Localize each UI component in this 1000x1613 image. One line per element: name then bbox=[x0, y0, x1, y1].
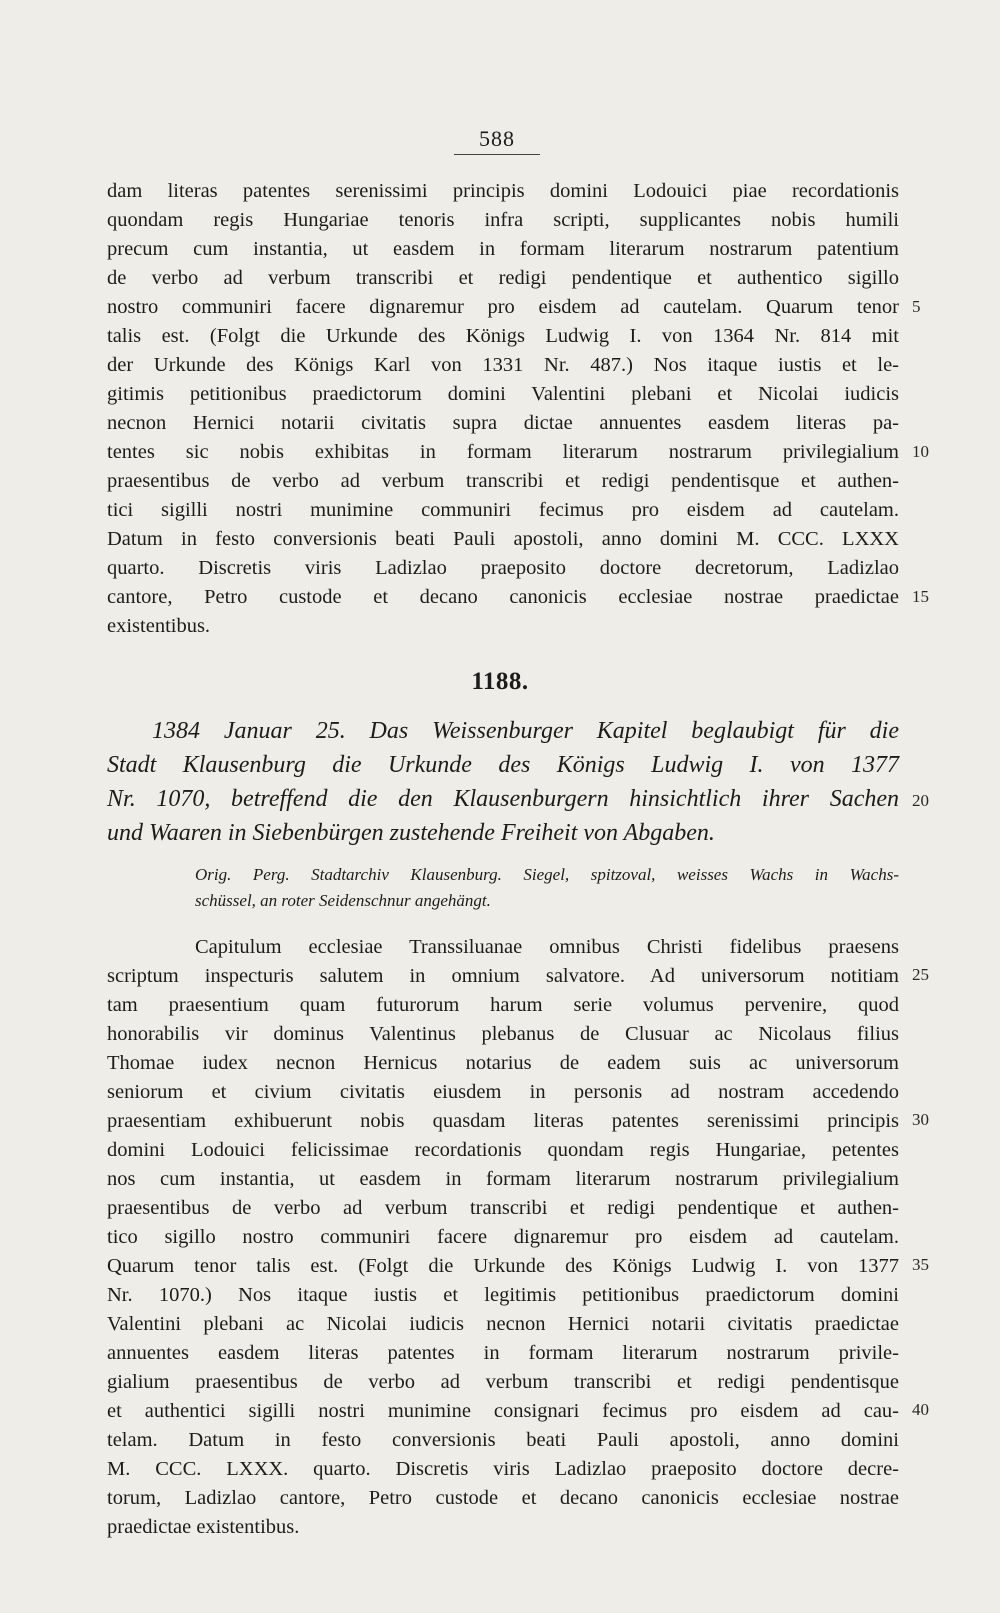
text-line: Quarum tenor talis est. (Folgt die Urkunde des Königs Ludwig I. von 1377 bbox=[107, 1255, 899, 1277]
heading-line: 1384 Januar 25. Das Weissenburger Kapitel beglaubigt für die bbox=[152, 718, 899, 744]
text-line: tico sigillo nostro communiri facere dignaremur pro eisdem ad cautelam. bbox=[107, 1226, 899, 1248]
text-line: et authentici sigilli nostri munimine consignari fecimus pro eisdem ad cau- bbox=[107, 1400, 899, 1422]
line-number: 20 bbox=[912, 791, 929, 810]
heading-line: Stadt Klausenburg die Urkunde des Königs Ludwig I. von 1377 bbox=[107, 752, 899, 778]
text-line: nos cum instantia, ut easdem in formam literarum nostrarum privilegialium bbox=[107, 1168, 899, 1190]
text-line: Thomae iudex necnon Hernicus notarius de eadem suis ac universorum bbox=[107, 1052, 899, 1074]
text-line: Datum in festo conversionis beati Pauli apostoli, anno domini M. CCC. LXXX bbox=[107, 528, 899, 550]
text-line: tentes sic nobis exhibitas in formam literarum nostrarum privilegialium bbox=[107, 441, 899, 463]
text-line: der Urkunde des Königs Karl von 1331 Nr. 487.) Nos itaque iustis et le- bbox=[107, 354, 899, 376]
heading-line: Nr. 1070, betreffend die den Klausenburgern hinsichtlich ihrer Sachen bbox=[107, 786, 899, 812]
text-line: annuentes easdem literas patentes in formam literarum nostrarum privile- bbox=[107, 1342, 899, 1364]
text-line: nostro communiri facere dignaremur pro eisdem ad cautelam. Quarum tenor bbox=[107, 296, 899, 318]
text-line: scriptum inspecturis salutem in omnium salvatore. Ad universorum notitiam bbox=[107, 965, 899, 987]
source-note-line: schüssel, an roter Seidenschnur angehängt. bbox=[195, 891, 491, 910]
text-line: talis est. (Folgt die Urkunde des Königs Ludwig I. von 1364 Nr. 814 mit bbox=[107, 325, 899, 347]
text-line: gitimis petitionibus praedictorum domini Valentini plebani et Nicolai iudicis bbox=[107, 383, 899, 405]
text-line: seniorum et civium civitatis eiusdem in personis ad nostram accedendo bbox=[107, 1081, 899, 1103]
text-line: domini Lodouici felicissimae recordationis quondam regis Hungariae, petentes bbox=[107, 1139, 899, 1161]
text-line: praesentibus de verbo ad verbum transcribi et redigi pendentisque et authen- bbox=[107, 470, 899, 492]
line-number: 35 bbox=[912, 1255, 929, 1274]
text-line: dam literas patentes serenissimi principis domini Lodouici piae recordationis bbox=[107, 180, 899, 202]
source-note-line: Orig. Perg. Stadtarchiv Klausenburg. Siegel, spitzoval, weisses Wachs in Wachs- bbox=[195, 865, 899, 884]
text-line: torum, Ladizlao cantore, Petro custode et decano canonicis ecclesiae nostrae bbox=[107, 1487, 899, 1509]
text-line: telam. Datum in festo conversionis beati Pauli apostoli, anno domini bbox=[107, 1429, 899, 1451]
text-line: Capitulum ecclesiae Transsiluanae omnibus Christi fidelibus praesens bbox=[195, 936, 899, 958]
text-line: praesentibus de verbo ad verbum transcribi et redigi pendentique et authen- bbox=[107, 1197, 899, 1219]
text-line: M. CCC. LXXX. quarto. Discretis viris Ladizlao praeposito doctore decre- bbox=[107, 1458, 899, 1480]
text-line: gialium praesentibus de verbo ad verbum transcribi et redigi pendentisque bbox=[107, 1371, 899, 1393]
text-line: tam praesentium quam futurorum harum serie volumus pervenire, quod bbox=[107, 994, 899, 1016]
heading-line: und Waaren in Siebenbürgen zustehende Freiheit von Abgaben. bbox=[107, 820, 715, 846]
text-line: existentibus. bbox=[107, 615, 211, 637]
text-line: quarto. Discretis viris Ladizlao praeposito doctore decretorum, Ladizlao bbox=[107, 557, 899, 579]
document-number: 1188. bbox=[471, 668, 529, 695]
text-line: honorabilis vir dominus Valentinus plebanus de Clusuar ac Nicolaus filius bbox=[107, 1023, 899, 1045]
text-line: cantore, Petro custode et decano canonicis ecclesiae nostrae praedictae bbox=[107, 586, 899, 608]
text-line: necnon Hernici notarii civitatis supra dictae annuentes easdem literas pa- bbox=[107, 412, 899, 434]
text-line: tici sigilli nostri munimine communiri fecimus pro eisdem ad cautelam. bbox=[107, 499, 899, 521]
line-number: 15 bbox=[912, 587, 929, 606]
line-number: 30 bbox=[912, 1110, 929, 1129]
text-line: praedictae existentibus. bbox=[107, 1516, 300, 1538]
text-line: precum cum instantia, ut easdem in formam literarum nostrarum patentium bbox=[107, 238, 899, 260]
text-line: de verbo ad verbum transcribi et redigi pendentique et authentico sigillo bbox=[107, 267, 899, 289]
text-line: quondam regis Hungariae tenoris infra scripti, supplicantes nobis humili bbox=[107, 209, 899, 231]
text-line: Valentini plebani ac Nicolai iudicis necnon Hernici notarii civitatis praedictae bbox=[107, 1313, 899, 1335]
line-number: 40 bbox=[912, 1400, 929, 1419]
line-number: 25 bbox=[912, 965, 929, 984]
text-line: Nr. 1070.) Nos itaque iustis et legitimis petitionibus praedictorum domini bbox=[107, 1284, 899, 1306]
text-line: praesentiam exhibuerunt nobis quasdam literas patentes serenissimi principis bbox=[107, 1110, 899, 1132]
page-number: 588 bbox=[454, 126, 540, 155]
line-number: 5 bbox=[912, 297, 921, 316]
line-number: 10 bbox=[912, 442, 929, 461]
